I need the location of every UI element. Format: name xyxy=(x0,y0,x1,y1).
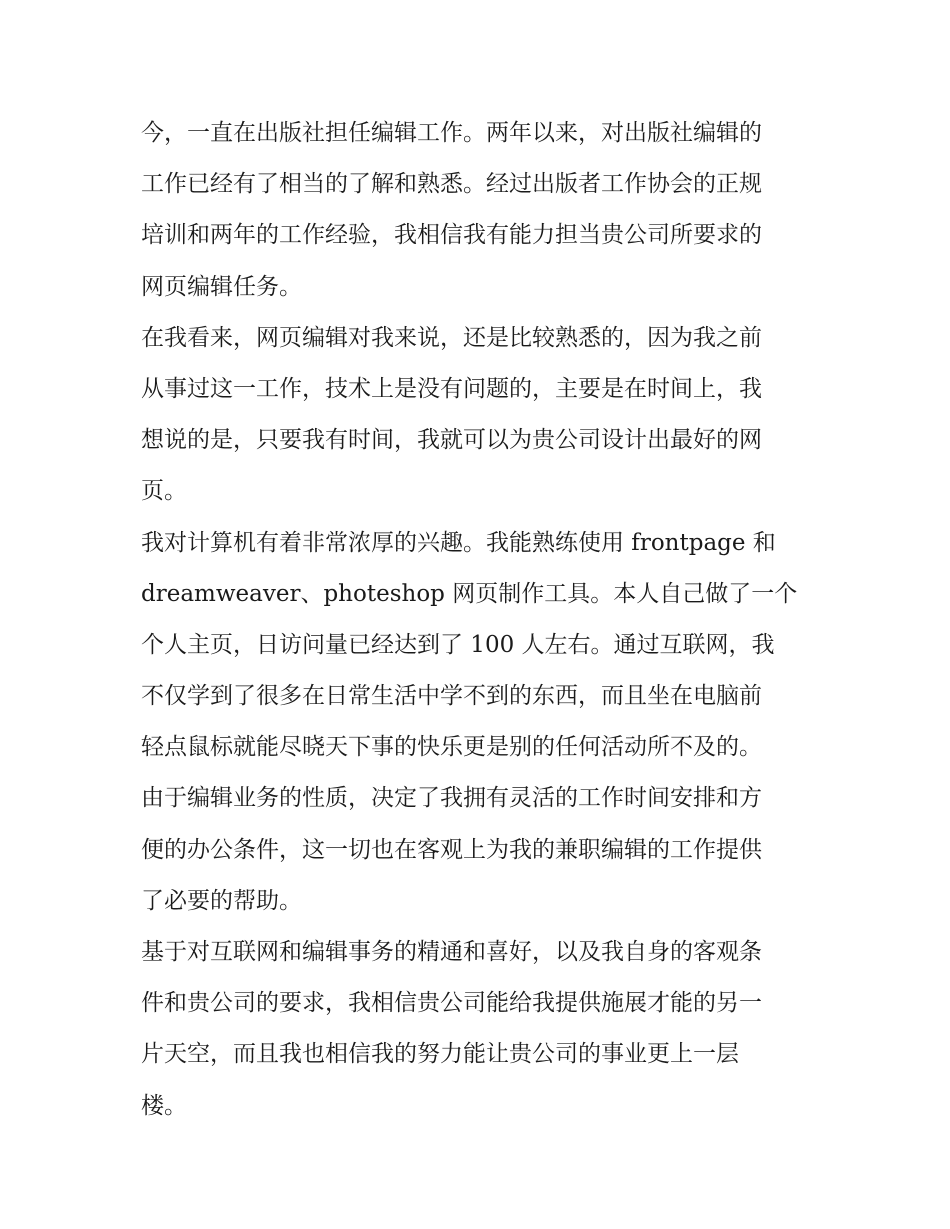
text-line: 便的办公条件，这一切也在客观上为我的兼职编辑的工作提供 xyxy=(141,836,762,863)
text-line: 在我看来，网页编辑对我来说，还是比较熟悉的，因为我之前 xyxy=(141,324,762,351)
text-line: 基于对互联网和编辑事务的精通和喜好，以及我自身的客观条 xyxy=(141,939,762,965)
text-line: 轻点鼠标就能尽晓天下事的快乐更是别的任何活动所不及的。 xyxy=(141,734,762,761)
text-line: 个人主页，日访问量已经达到了 100 人左右。通过互联网，我 xyxy=(141,631,775,658)
text-line: 片天空，而且我也相信我的努力能让贵公司的事业更上一层 xyxy=(141,1041,739,1068)
text-line: 网页编辑任务。 xyxy=(141,273,302,300)
text-line: 从事过这一工作，技术上是没有问题的，主要是在时间上，我 xyxy=(141,375,762,402)
text-line: dreamweaver、photeshop 网页制作工具。本人自己做了一个 xyxy=(141,580,798,607)
text-line: 了必要的帮助。 xyxy=(141,887,302,914)
text-line: 页。 xyxy=(141,478,187,505)
text-line: 楼。 xyxy=(141,1092,187,1119)
text-line: 今，一直在出版社担任编辑工作。两年以来，对出版社编辑的 xyxy=(141,120,762,146)
text-line: 工作已经有了相当的了解和熟悉。经过出版者工作协会的正规 xyxy=(141,171,762,198)
text-line: 件和贵公司的要求，我相信贵公司能给我提供施展才能的另一 xyxy=(141,990,762,1017)
text-line: 由于编辑业务的性质，决定了我拥有灵活的工作时间安排和方 xyxy=(141,785,762,812)
text-line: 我对计算机有着非常浓厚的兴趣。我能熟练使用 frontpage 和 xyxy=(141,529,776,556)
text-line: 想说的是，只要我有时间，我就可以为贵公司设计出最好的网 xyxy=(141,427,762,454)
body-text xyxy=(141,108,821,1132)
text-line: 不仅学到了很多在日常生活中学不到的东西，而且坐在电脑前 xyxy=(141,683,762,710)
text-line: 培训和两年的工作经验，我相信我有能力担当贵公司所要求的 xyxy=(141,222,762,249)
